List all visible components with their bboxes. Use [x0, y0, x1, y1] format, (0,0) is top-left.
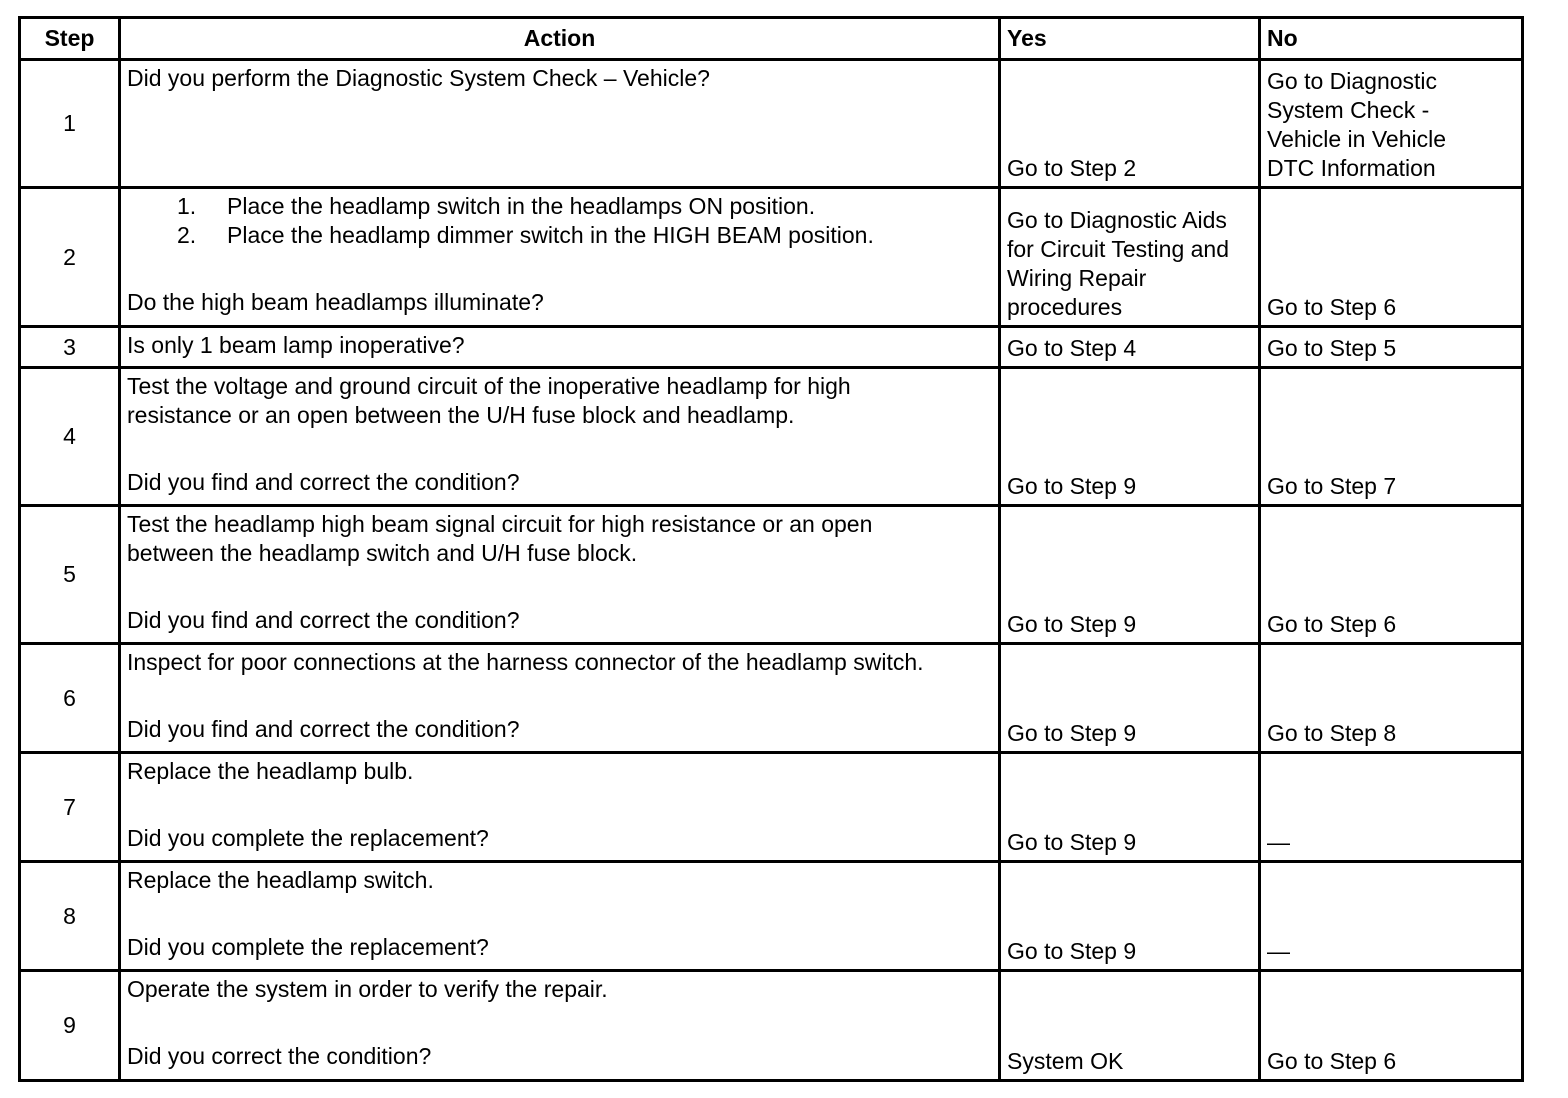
- action-question: Did you find and correct the condition?: [127, 716, 520, 742]
- action-cell: [120, 644, 1000, 753]
- yes-line: procedures: [1007, 294, 1123, 320]
- table-row: [20, 327, 1523, 368]
- table-row: [20, 188, 1523, 327]
- action-cell: [120, 368, 1000, 506]
- yes-cell: Go to Step 9: [1000, 506, 1260, 644]
- action-text: Test the voltage and ground circuit of the inoperative headlamp for high: [127, 373, 851, 399]
- step-number: 1: [20, 60, 120, 188]
- yes-line: for Circuit Testing and: [1007, 236, 1230, 262]
- yes-cell: Go to Step 9: [1000, 368, 1260, 506]
- action-text: Replace the headlamp bulb.: [127, 758, 414, 784]
- step-number: 9: [20, 971, 120, 1081]
- yes-cell: Go to Step 9: [1000, 862, 1260, 971]
- action-text: Operate the system in order to verify the repair.: [127, 976, 608, 1002]
- header-row: [20, 18, 1523, 60]
- action-cell: [120, 327, 1000, 368]
- table-row: [20, 644, 1523, 753]
- yes-cell: Go to Step 9: [1000, 644, 1260, 753]
- list-text: Place the headlamp dimmer switch in the HIGH BEAM position.: [227, 222, 874, 248]
- action-question: Did you complete the replacement?: [127, 825, 489, 851]
- table-row: [20, 862, 1523, 971]
- action-cell: [120, 506, 1000, 644]
- action-text: Inspect for poor connections at the harness connector of the headlamp switch.: [127, 649, 924, 675]
- no-cell: [1260, 60, 1523, 188]
- action-text: resistance or an open between the U/H fuse block and headlamp.: [127, 402, 795, 428]
- list-number: 2.: [177, 222, 197, 248]
- diagnostic-table: [18, 16, 1524, 1082]
- action-cell: [120, 60, 1000, 188]
- action-question: Did you find and correct the condition?: [127, 469, 520, 495]
- list-number: 1.: [177, 193, 197, 219]
- action-text: Replace the headlamp switch.: [127, 867, 434, 893]
- action-text: Test the headlamp high beam signal circuit for high resistance or an open: [127, 511, 873, 537]
- action-question: Do the high beam headlamps illuminate?: [127, 289, 544, 315]
- list-item: [127, 221, 992, 250]
- step-number: 4: [20, 368, 120, 506]
- yes-cell: System OK: [1000, 971, 1260, 1081]
- step-number: 5: [20, 506, 120, 644]
- yes-cell: [1000, 188, 1260, 327]
- header-step: Step: [20, 18, 120, 60]
- no-cell: Go to Step 7: [1260, 368, 1523, 506]
- table-row: [20, 753, 1523, 862]
- yes-line: Wiring Repair: [1007, 265, 1147, 291]
- action-question: Did you correct the condition?: [127, 1043, 432, 1069]
- table-row: [20, 60, 1523, 188]
- action-step-list: [127, 192, 992, 250]
- no-line: System Check -: [1267, 97, 1430, 123]
- no-cell: Go to Step 6: [1260, 971, 1523, 1081]
- no-cell: Go to Step 6: [1260, 506, 1523, 644]
- action-cell: [120, 971, 1000, 1081]
- yes-cell: Go to Step 2: [1000, 60, 1260, 188]
- list-item: [127, 192, 992, 221]
- action-cell: [120, 862, 1000, 971]
- step-number: 8: [20, 862, 120, 971]
- step-number: 7: [20, 753, 120, 862]
- step-number: 3: [20, 327, 120, 368]
- action-text: Did you perform the Diagnostic System Check – Vehicle?: [127, 65, 710, 91]
- no-line: DTC Information: [1267, 155, 1436, 181]
- no-line: Vehicle in Vehicle: [1267, 126, 1447, 152]
- table-row: [20, 506, 1523, 644]
- action-cell: [120, 188, 1000, 327]
- no-cell: Go to Step 6: [1260, 188, 1523, 327]
- no-cell: —: [1260, 753, 1523, 862]
- yes-line: Go to Diagnostic Aids: [1007, 207, 1227, 233]
- action-text: between the headlamp switch and U/H fuse block.: [127, 540, 638, 566]
- header-yes: Yes: [1000, 18, 1260, 60]
- yes-cell: Go to Step 4: [1000, 327, 1260, 368]
- action-cell: [120, 753, 1000, 862]
- no-cell: —: [1260, 862, 1523, 971]
- table-row: [20, 971, 1523, 1081]
- action-text: Is only 1 beam lamp inoperative?: [127, 332, 465, 358]
- table-row: [20, 368, 1523, 506]
- action-question: Did you complete the replacement?: [127, 934, 489, 960]
- list-text: Place the headlamp switch in the headlamps ON position.: [227, 193, 816, 219]
- no-line: Go to Diagnostic: [1267, 68, 1438, 94]
- step-number: 2: [20, 188, 120, 327]
- yes-cell: Go to Step 9: [1000, 753, 1260, 862]
- no-cell: Go to Step 5: [1260, 327, 1523, 368]
- header-no: No: [1260, 18, 1523, 60]
- step-number: 6: [20, 644, 120, 753]
- action-question: Did you find and correct the condition?: [127, 607, 520, 633]
- no-cell: Go to Step 8: [1260, 644, 1523, 753]
- header-action: Action: [120, 18, 1000, 60]
